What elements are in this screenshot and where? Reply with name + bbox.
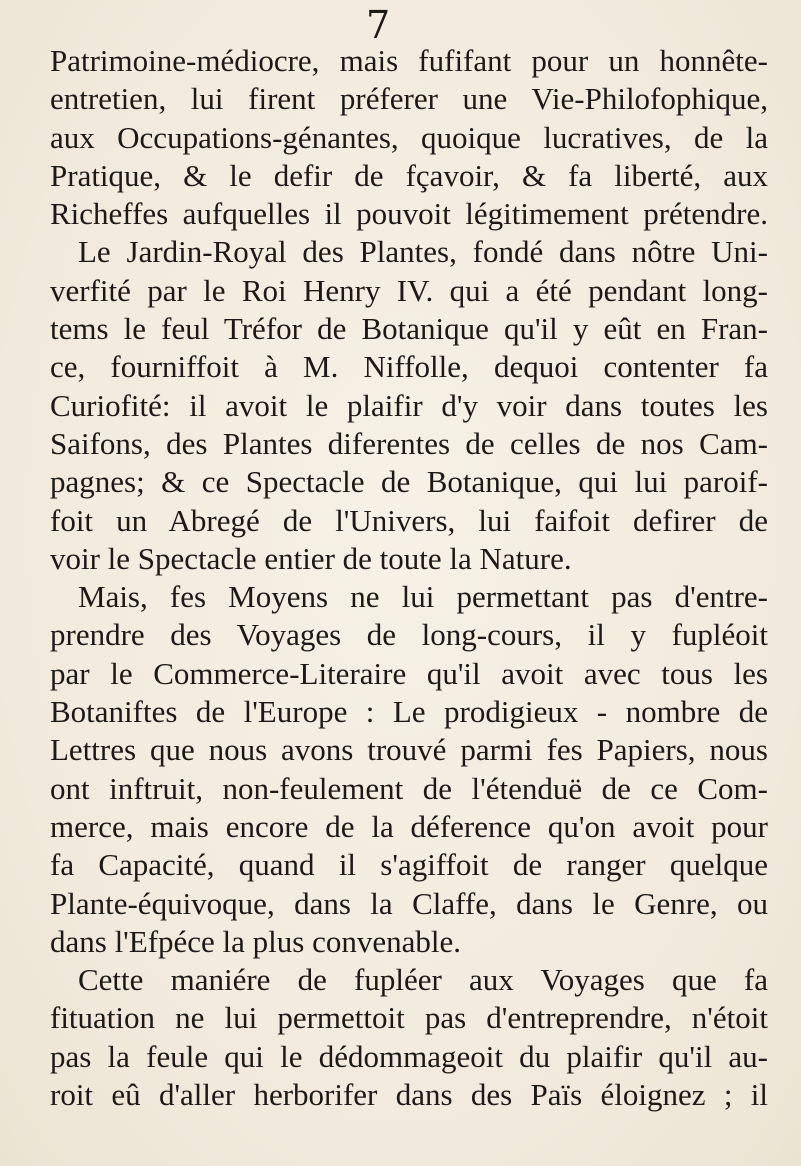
text-line: tems le feul Tréfor de Botanique qu'il y eût en Fran- — [50, 311, 768, 347]
text-line: Pratique, & le defir de fçavoir, & fa liberté, aux — [50, 157, 768, 193]
text-line: roit eû d'aller herborifer dans des Païs éloignez ; il — [50, 1077, 768, 1113]
text-line: pagnes; & ce Spectacle de Botanique, qui lui paroif- — [50, 464, 768, 500]
text-line: aux Occupations-génantes, quoique lucratives, de la — [50, 119, 768, 155]
text-line: par le Commerce-Literaire qu'il avoit avec tous les — [50, 655, 768, 691]
text-line: Patrimoine-médiocre, mais fufifant pour un honnête- — [50, 43, 768, 78]
text-line: foit un Abregé de l'Univers, lui faifoit defirer de — [50, 502, 768, 538]
text-line: prendre des Voyages de long-cours, il y fupléoit — [50, 617, 768, 653]
text-line: Botaniftes de l'Europe : Le prodigieux - nombre de — [50, 694, 768, 730]
text-line: verfité par le Roi Henry IV. qui a été pendant long- — [50, 272, 768, 308]
text-line: ce, fourniffoit à M. Niffolle, dequoi contenter fa — [50, 349, 768, 385]
text-line: fituation ne lui permettoit pas d'entreprendre, n'étoit — [50, 1000, 768, 1036]
text-line: Curiofité: il avoit le plaifir d'y voir dans toutes les — [50, 387, 768, 423]
text-line: Mais, fes Moyens ne lui permettant pas d'entre- — [78, 579, 768, 615]
text-line: Plante-équivoque, dans la Claffe, dans le Genre, ou — [50, 885, 768, 921]
text-line: fa Capacité, quand il s'agiffoit de ranger quelque — [50, 847, 768, 883]
text-line: ont inftruit, non-feulement de l'étenduë de ce Com- — [50, 770, 768, 806]
text-line: Lettres que nous avons trouvé parmi fes Papiers, nous — [50, 732, 768, 768]
text-line: Saifons, des Plantes diferentes de celles de nos Cam- — [50, 425, 768, 461]
body-text — [50, 42, 768, 1114]
page-number: 7 — [366, 3, 391, 47]
text-line: entretien, lui firent préferer une Vie-Philofophique, — [50, 81, 768, 117]
text-line: voir le Spectacle entier de toute la Nature. — [50, 540, 572, 576]
text-line: dans l'Efpéce la plus convenable. — [50, 923, 462, 959]
text-line: Le Jardin-Royal des Plantes, fondé dans nôtre Uni- — [78, 234, 768, 270]
text-line: pas la feule qui le dédommageoit du plaifir qu'il au- — [50, 1038, 768, 1074]
text-line: merce, mais encore de la déference qu'on avoit pour — [50, 808, 768, 844]
text-line: Cette maniére de fupléer aux Voyages que fa — [78, 962, 768, 998]
text-line: Richeffes aufquelles il pouvoit légitimement prétendre. — [50, 196, 768, 232]
